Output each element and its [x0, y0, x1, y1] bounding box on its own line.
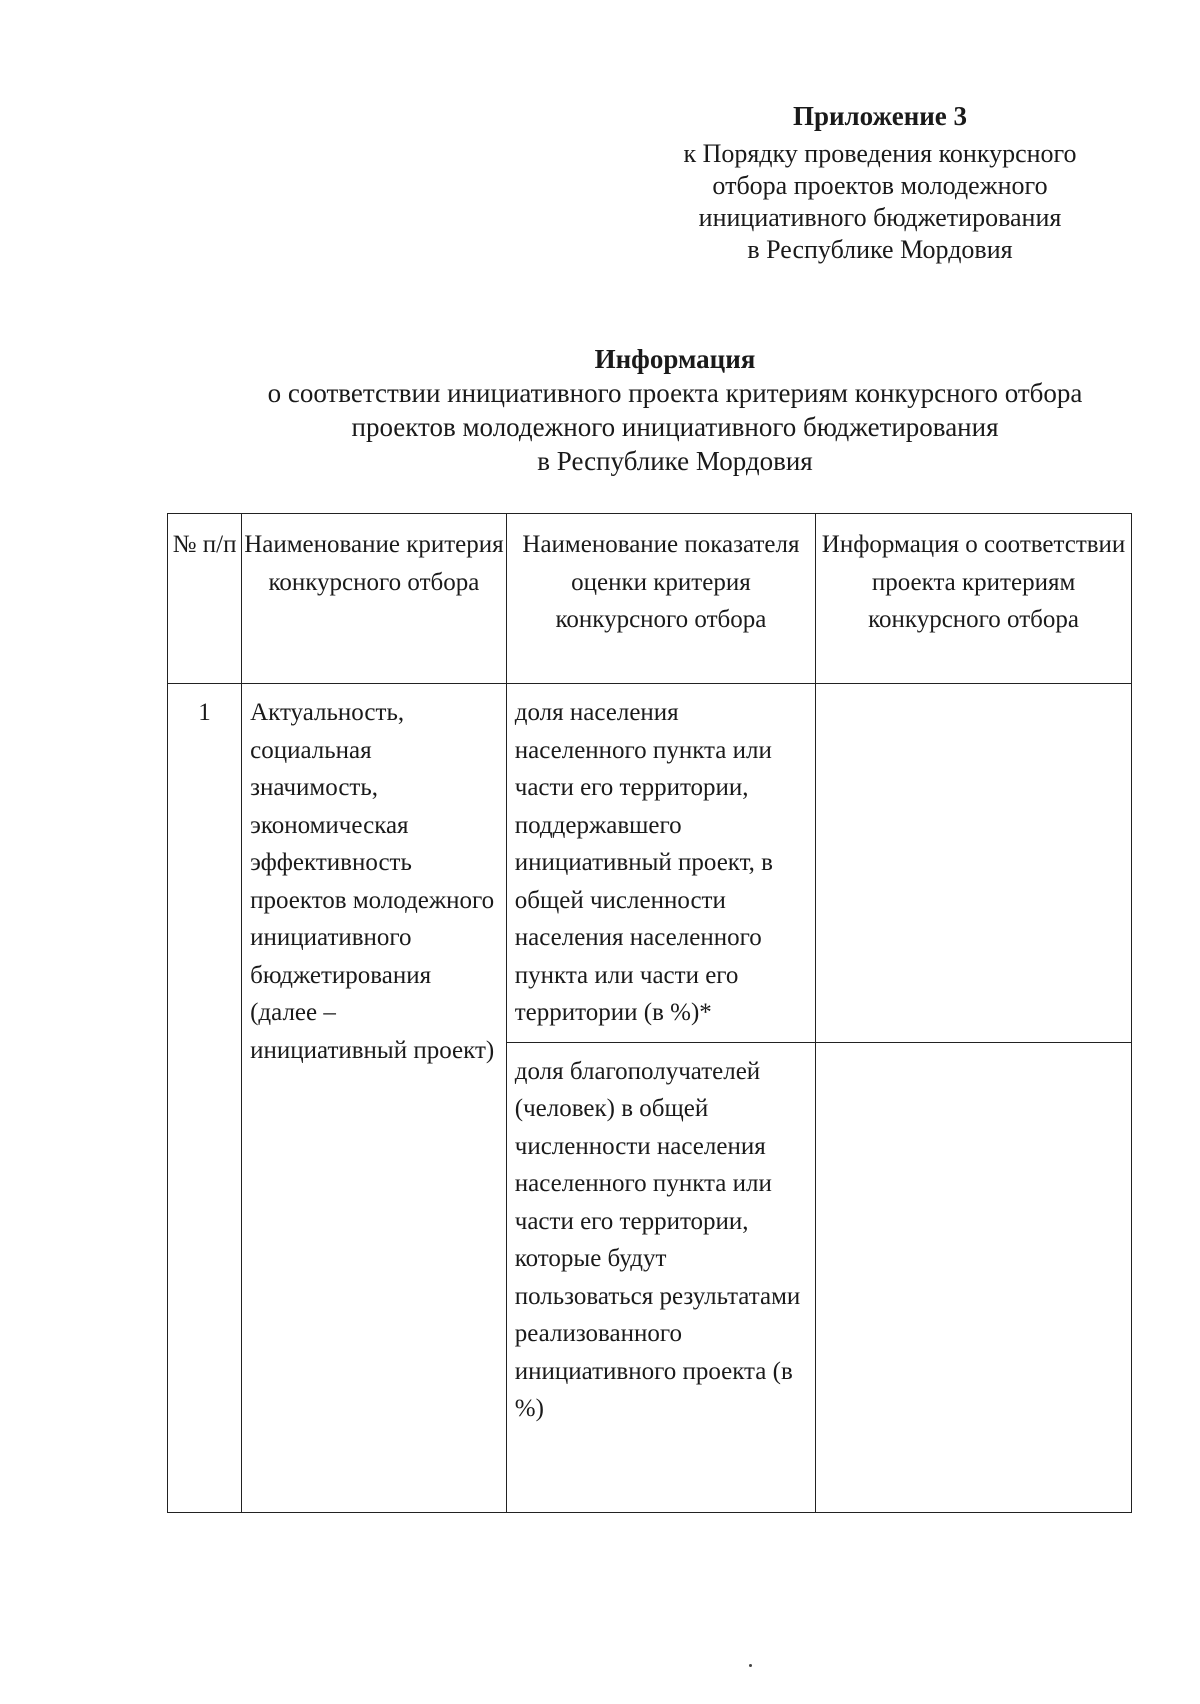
title-line: в Республике Мордовия: [537, 446, 813, 476]
appendix-line: инициативного бюджетирования: [698, 203, 1062, 232]
appendix-line: к Порядку проведения конкурсного: [683, 139, 1077, 168]
title-heading: Информация: [594, 344, 756, 374]
title-line: проектов молодежного инициативного бюджетирования: [351, 412, 999, 442]
criteria-table: [167, 513, 1132, 1513]
header-number: № п/п: [168, 514, 242, 684]
appendix-number: Приложение 3: [792, 101, 968, 131]
document-title: [230, 342, 1120, 478]
appendix-block: [630, 100, 1130, 266]
row-info-cell: [816, 1042, 1132, 1512]
scan-speck: [749, 1664, 752, 1667]
row-indicator: доля населения населенного пункта или части его территории, поддержавшего инициативный проект, в общей численности населения населенного пункта или части его территории (в %)*: [506, 684, 815, 1043]
row-indicator: доля благополучателей (человек) в общей численности населения населенного пункта или части его территории, которые будут пользоваться результатами реализованного инициативного проекта (в %): [506, 1042, 815, 1512]
title-line: о соответствии инициативного проекта критериям конкурсного отбора: [267, 378, 1083, 408]
appendix-line: в Республике Мордовия: [747, 235, 1013, 264]
header-info: Информация о соответствии проекта критериям конкурсного отбора: [816, 514, 1132, 684]
header-criterion: Наименование критерия конкурсного отбора: [242, 514, 507, 684]
header-indicator: Наименование показателя оценки критерия конкурсного отбора: [506, 514, 815, 684]
table-row: [168, 684, 1132, 1043]
appendix-line: отбора проектов молодежного: [712, 171, 1048, 200]
row-info-cell: [816, 684, 1132, 1043]
table-header-row: [168, 514, 1132, 684]
row-criterion: Актуальность, социальная значимость, экономическая эффективность проектов молодежного инициативного бюджетирования (далее – инициативный проект): [242, 684, 507, 1513]
row-number: 1: [168, 684, 242, 1513]
